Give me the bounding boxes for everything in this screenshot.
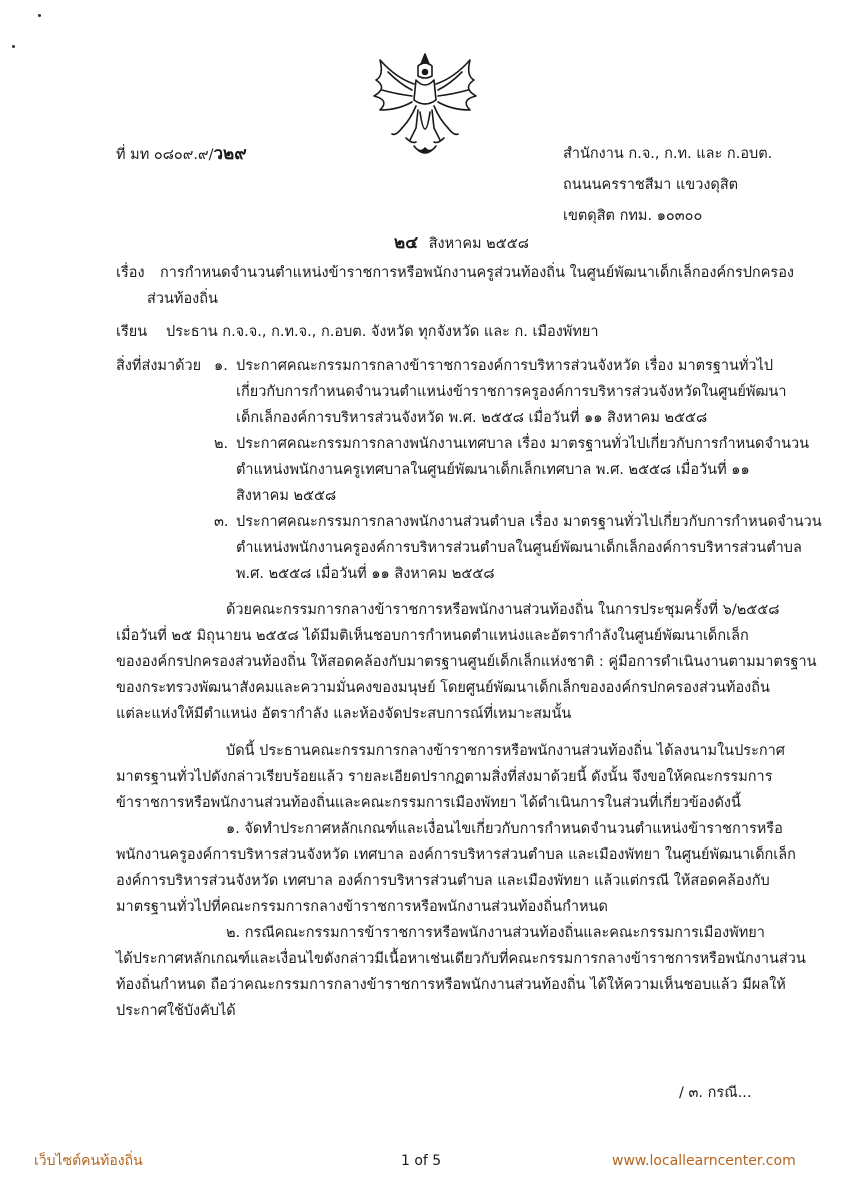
enclosure-text: [236, 431, 809, 509]
enclosure-line: เด็กเล็กองค์การบริหารส่วนจังหวัด พ.ศ. ๒๕๕๘ เมื่อวันที่ ๑๑ สิงหาคม ๒๕๕๘: [236, 410, 708, 426]
doc-number-prefix: ที่ มท ๐๘๐๙.๙/: [116, 147, 214, 163]
enclosure-number: ๓.: [214, 514, 229, 530]
footer-site-name: เว็บไซต์คนท้องถิ่น: [34, 1153, 143, 1169]
paragraph-line: บัดนี้ ประธานคณะกรรมการกลางข้าราชการหรือพนักงานส่วนท้องถิ่น ได้ลงนามในประกาศ: [226, 743, 785, 759]
enclosure-number: ๒.: [214, 436, 229, 452]
paragraph-line: แต่ละแห่งให้มีตำแหน่ง อัตรากำลัง และห้องจัดประสบการณ์ที่เหมาะสมนั้น: [116, 706, 572, 722]
paragraph-line: ท้องถิ่นกำหนด ถือว่าคณะกรรมการกลางข้าราชการหรือพนักงานส่วนท้องถิ่น ได้ให้ความเห็นชอบแล้ว มีผลให้: [116, 977, 786, 993]
office-line: เขตดุสิต กทม. ๑๐๓๐๐: [563, 208, 703, 224]
body-paragraph-1: [116, 597, 817, 727]
subject-text: [147, 260, 794, 312]
paragraph-line: มาตรฐานทั่วไปดังกล่าวเรียบร้อยแล้ว รายละเอียดปรากฏตามสิ่งที่ส่งมาด้วยนี้ ดังนั้น จึงขอให้คณะกรรมการ: [116, 769, 773, 785]
paragraph-line: ของกระทรวงพัฒนาสังคมและความมั่นคงของมนุษย์ โดยศูนย์พัฒนาเด็กเล็กขององค์กรปกครองส่วนท้องถิ่น: [116, 680, 770, 696]
office-line: ถนนนครราชสีมา แขวงดุสิต: [563, 177, 739, 193]
paragraph-line: ขององค์กรปกครองส่วนท้องถิ่น ให้สอดคล้องกับมาตรฐานศูนย์เด็กเล็กแห่งชาติ : คู่มือการดำเนินงานตามมาตรฐาน: [116, 654, 817, 670]
body-paragraph-3: [116, 816, 796, 920]
subject-line: การกำหนดจำนวนตำแหน่งข้าราชการหรือพนักงานครูส่วนท้องถิ่น ในศูนย์พัฒนาเด็กเล็กองค์กรปกครอง: [160, 265, 794, 281]
paragraph-line: เมื่อวันที่ ๒๕ มิถุนายน ๒๕๕๘ ได้มีมติเห็นชอบการกำหนดตำแหน่งและอัตรากำลังในศูนย์พัฒนาเด็กเล็ก: [116, 628, 749, 644]
paragraph-line: องค์การบริหารส่วนจังหวัด เทศบาล องค์การบริหารส่วนตำบล และเมืองพัทยา แล้วแต่กรณี ให้สอดคล้องกับ: [116, 873, 770, 889]
enclosure-line: ตำแหน่งพนักงานครูองค์การบริหารส่วนตำบลในศูนย์พัฒนาเด็กเล็กองค์การบริหารส่วนตำบล: [236, 540, 802, 556]
addressee-text: ประธาน ก.จ.จ., ก.ท.จ., ก.อบต. จังหวัด ทุกจังหวัด และ ก. เมืองพัทยา: [166, 324, 599, 340]
garuda-emblem: [366, 50, 484, 162]
body-paragraph-2: [116, 738, 785, 816]
addressee-label: เรียน: [116, 324, 148, 340]
document-date: [394, 230, 529, 257]
enclosure-line: ประกาศคณะกรรมการกลางพนักงานเทศบาล เรื่อง มาตรฐานทั่วไปเกี่ยวกับการกำหนดจำนวน: [236, 436, 810, 452]
office-address: [563, 141, 772, 229]
paragraph-line: ได้ประกาศหลักเกณฑ์และเงื่อนไขดังกล่าวมีเนื้อหาเช่นเดียวกับที่คณะกรรมการกลางข้าราชการหรือพนักงานส่วน: [116, 951, 806, 967]
date-month-year: สิงหาคม ๒๕๕๘: [428, 236, 529, 252]
subject-label: เรื่อง: [116, 265, 145, 281]
office-line: สำนักงาน ก.จ., ก.ท. และ ก.อบต.: [563, 146, 773, 162]
body-paragraph-4: [116, 920, 806, 1024]
subject-line: ส่วนท้องถิ่น: [147, 291, 218, 307]
scan-speck: [38, 14, 41, 17]
enclosure-text: [236, 509, 822, 587]
paragraph-line: พนักงานครูองค์การบริหารส่วนจังหวัด เทศบาล องค์การบริหารส่วนตำบล และเมืองพัทยา ในศูนย์พัฒนาเด็กเล็ก: [116, 847, 796, 863]
doc-number-handwritten: ว๒๙: [213, 144, 247, 164]
enclosure-line: ประกาศคณะกรรมการกลางพนักงานส่วนตำบล เรื่อง มาตรฐานทั่วไปเกี่ยวกับการกำหนดจำนวน: [236, 514, 822, 530]
enclosure-line: ประกาศคณะกรรมการกลางข้าราชการองค์การบริหารส่วนจังหวัด เรื่อง มาตรฐานทั่วไป: [236, 358, 774, 374]
paragraph-line: ๑. จัดทำประกาศหลักเกณฑ์และเงื่อนไขเกี่ยวกับการกำหนดจำนวนตำแหน่งข้าราชการหรือ: [226, 821, 783, 837]
continuation-note: / ๓. กรณี...: [679, 1085, 752, 1101]
paragraph-line: ๒. กรณีคณะกรรมการข้าราชการหรือพนักงานส่วนท้องถิ่นและคณะกรรมการเมืองพัทยา: [226, 925, 765, 941]
enclosures-label: สิ่งที่ส่งมาด้วย: [116, 358, 202, 374]
footer-website-link[interactable]: www.locallearncenter.com: [612, 1153, 796, 1169]
enclosure-line: เกี่ยวกับการกำหนดจำนวนตำแหน่งข้าราชการครูองค์การบริหารส่วนจังหวัดในศูนย์พัฒนา: [236, 384, 787, 400]
paragraph-line: มาตรฐานทั่วไปที่คณะกรรมการกลางข้าราชการหรือพนักงานส่วนท้องถิ่นกำหนด: [116, 899, 608, 915]
enclosure-number: ๑.: [214, 358, 228, 374]
enclosure-line: ตำแหน่งพนักงานครูเทศบาลในศูนย์พัฒนาเด็กเล็กเทศบาล พ.ศ. ๒๕๕๘ เมื่อวันที่ ๑๑: [236, 462, 750, 478]
paragraph-line: ประกาศใช้บังคับได้: [116, 1003, 236, 1019]
date-day-handwritten: ๒๔: [394, 233, 419, 253]
footer-page-number: 1 of 5: [401, 1153, 442, 1169]
paragraph-line: ข้าราชการหรือพนักงานส่วนท้องถิ่นและคณะกรรมการเมืองพัทยา ได้ดำเนินการในส่วนที่เกี่ยวข้องดังนี้: [116, 795, 741, 811]
enclosure-line: สิงหาคม ๒๕๕๘: [236, 488, 337, 504]
doc-number: [116, 141, 247, 168]
enclosure-text: [236, 353, 787, 431]
enclosure-line: พ.ศ. ๒๕๕๘ เมื่อวันที่ ๑๑ สิงหาคม ๒๕๕๘: [236, 566, 495, 582]
paragraph-line: ด้วยคณะกรรมการกลางข้าราชการหรือพนักงานส่วนท้องถิ่น ในการประชุมครั้งที่ ๖/๒๕๕๘: [226, 602, 780, 618]
scan-speck: [12, 45, 15, 48]
